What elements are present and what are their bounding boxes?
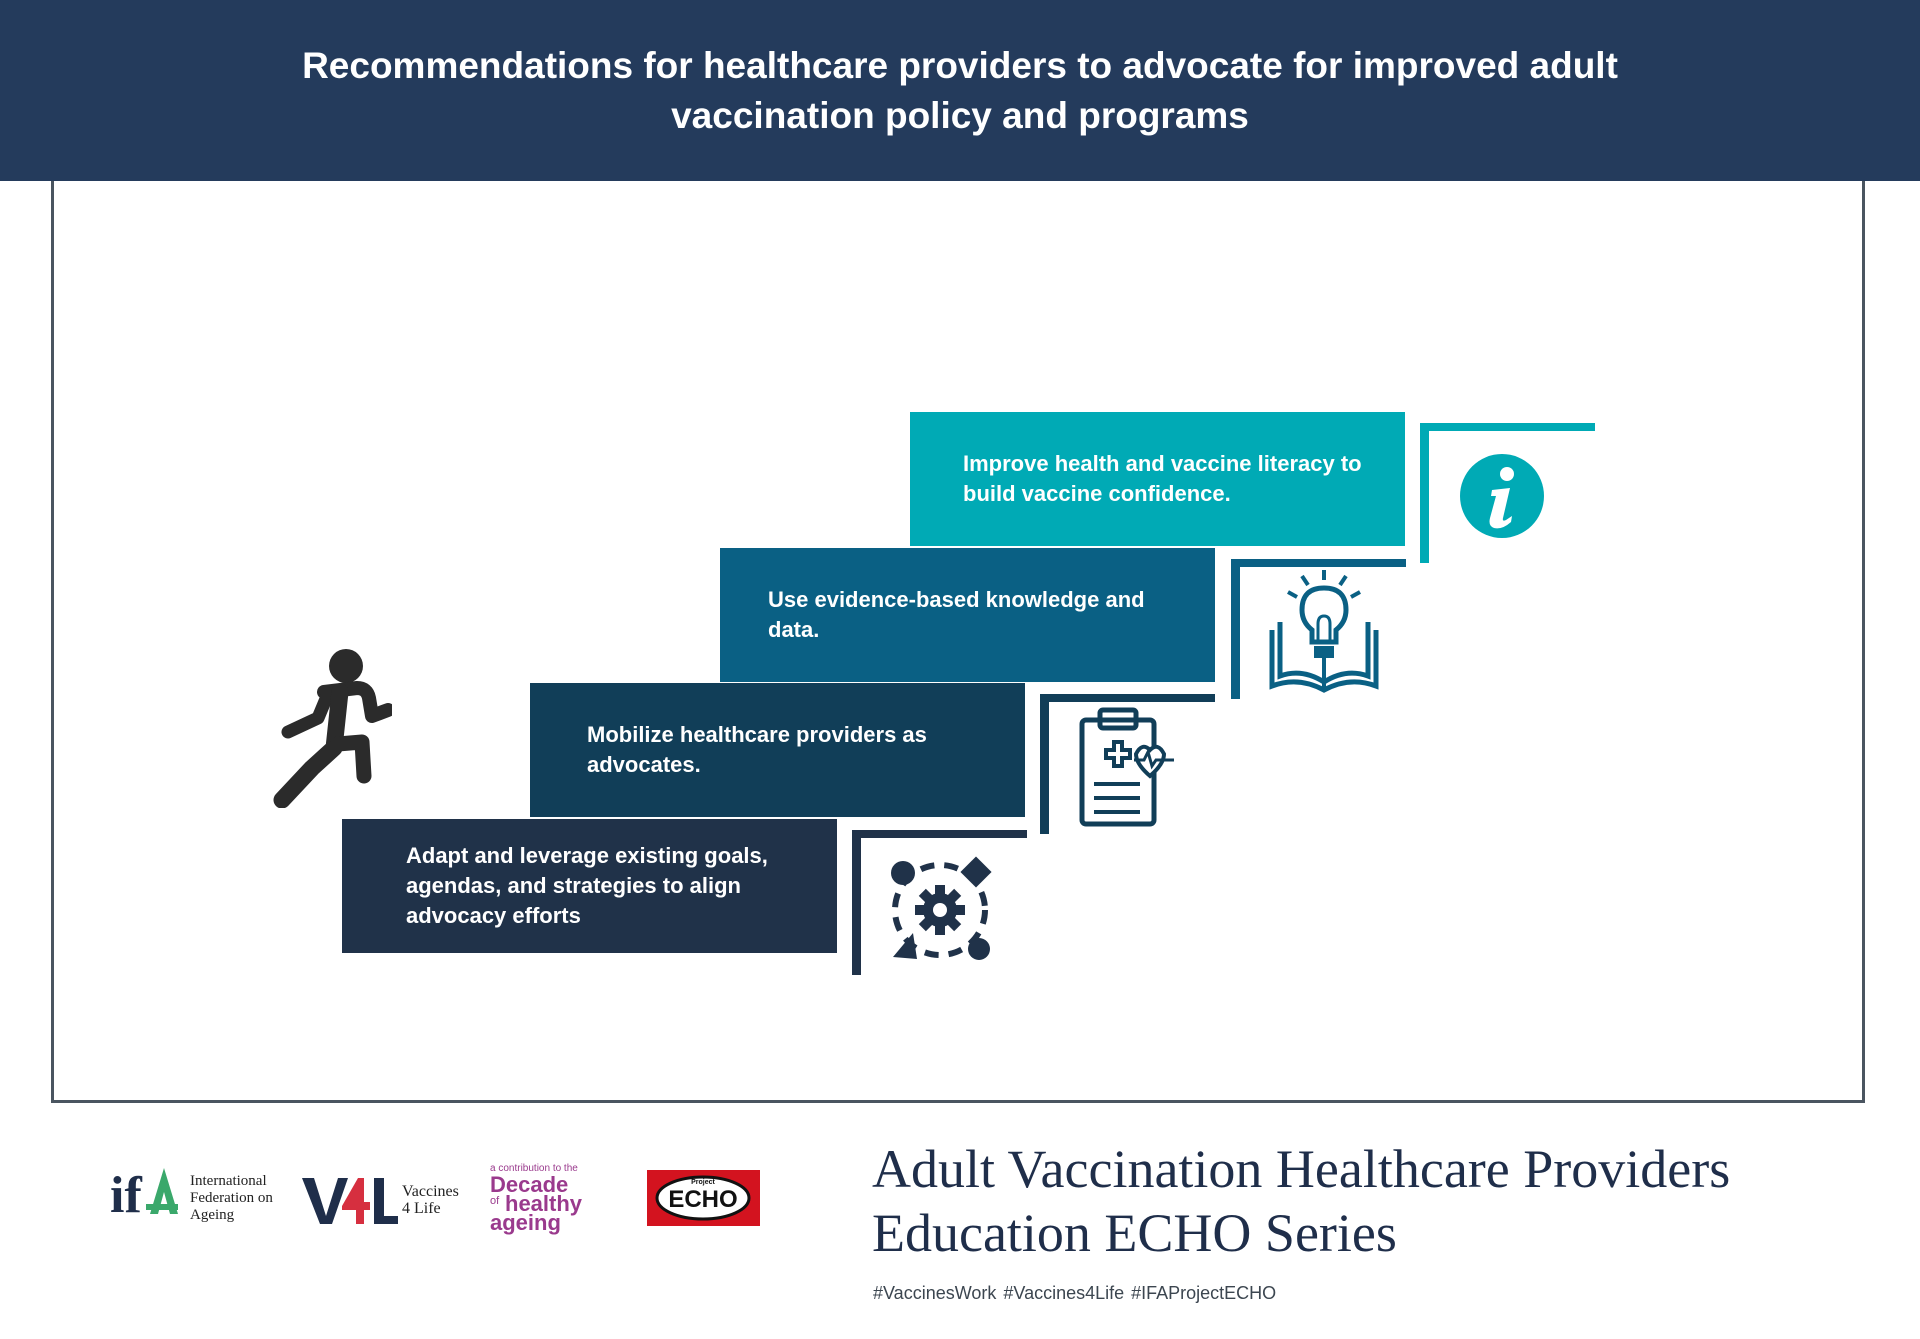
ifa-text-line3: Ageing [190,1207,235,1223]
decade-logo-line2: healthy [505,1191,583,1216]
ifa-text-line1: International [190,1173,267,1189]
ifa-logo-text [190,1173,273,1224]
v4l-text-line1: Vaccines [402,1183,459,1200]
step-3-box [720,548,1215,682]
step-4-text: Improve health and vaccine literacy to build vaccine confidence. [963,451,1362,506]
step-1-box [342,819,837,953]
v4l-text-line2: 4 Life [402,1200,441,1217]
step-2-text: Mobilize healthcare providers as advocates. [587,722,927,777]
hashtags: #VaccinesWork #Vaccines4Life #IFAProjectECHO [873,1283,1277,1303]
person-climbing-icon [272,648,392,808]
medical-clipboard-icon [1078,706,1178,830]
step-3-text: Use evidence-based knowledge and data. [768,587,1145,642]
step-4-box [910,412,1405,546]
series-title: Adult Vaccination Healthcare Providers Education ECHO Series [872,1139,1731,1263]
strategy-gear-icon [885,855,995,965]
echo-mark-text: ECHO [668,1186,738,1213]
v4l-logo-text [402,1183,459,1217]
v4l-logo [302,1172,398,1228]
echo-logo [647,1170,760,1226]
page-title: Recommendations for healthcare providers to advocate for improved adult vaccination policy and programs [302,44,1618,136]
echo-small-text: Project [691,1179,715,1186]
ifa-logo [110,1158,190,1222]
step-2-box [530,683,1025,817]
lightbulb-book-icon [1266,566,1382,696]
ifa-text-line2: Federation on [190,1190,273,1206]
header-banner [0,0,1920,181]
step-1-text: Adapt and leverage existing goals, agendas, and strategies to align advocacy efforts [406,843,768,928]
info-icon [1458,452,1546,540]
decade-logo-of: of [490,1195,500,1207]
echo-logo-mark [647,1170,760,1226]
ifa-mark: if [110,1167,142,1222]
decade-logo-line3: ageing [490,1210,561,1235]
decade-logo-line1: Decade [490,1172,569,1197]
decade-logo-tagline: a contribution to the [490,1163,578,1174]
